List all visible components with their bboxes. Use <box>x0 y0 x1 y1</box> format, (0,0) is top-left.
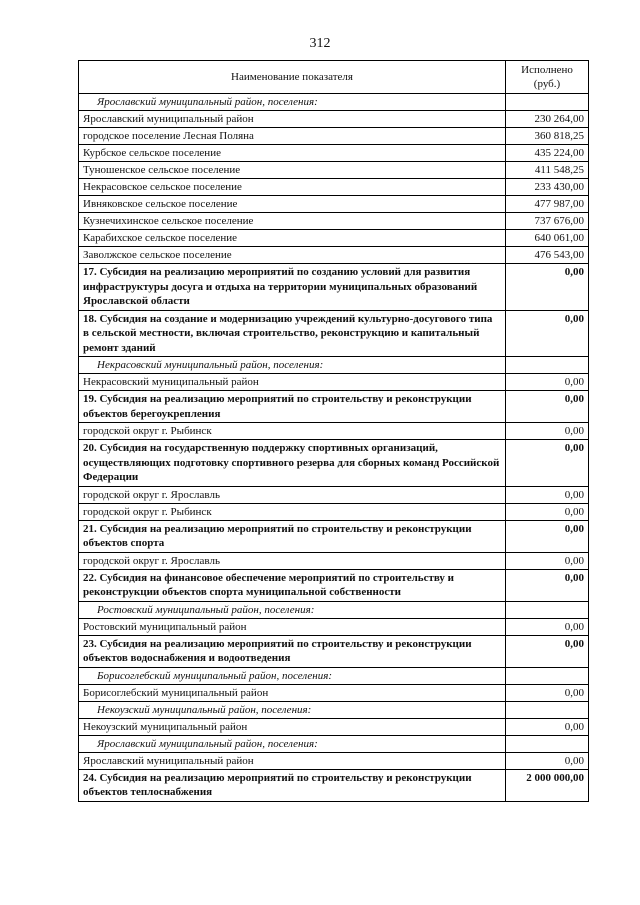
table-row <box>79 162 589 179</box>
table-row <box>79 213 589 230</box>
table-row <box>79 374 589 391</box>
row-amount <box>506 357 589 374</box>
row-amount: 0,00 <box>506 486 589 503</box>
row-amount: 0,00 <box>506 684 589 701</box>
row-amount: 233 430,00 <box>506 179 589 196</box>
table-row <box>79 179 589 196</box>
row-name: Некрасовский муниципальный район <box>79 374 506 391</box>
row-name: городской округ г. Рыбинск <box>79 423 506 440</box>
table-row <box>79 684 589 701</box>
table-row <box>79 128 589 145</box>
row-name: Заволжское сельское поселение <box>79 247 506 264</box>
row-amount: 0,00 <box>506 264 589 311</box>
table-row <box>79 618 589 635</box>
row-name: городской округ г. Ярославль <box>79 552 506 569</box>
row-name: Ярославский муниципальный район <box>79 752 506 769</box>
row-amount <box>506 701 589 718</box>
row-amount: 0,00 <box>506 569 589 601</box>
row-amount <box>506 601 589 618</box>
row-amount: 435 224,00 <box>506 145 589 162</box>
row-name: Некоузский муниципальный район <box>79 718 506 735</box>
row-name: Борисоглебский муниципальный район <box>79 684 506 701</box>
table-row <box>79 752 589 769</box>
row-amount: 0,00 <box>506 374 589 391</box>
row-amount: 0,00 <box>506 310 589 357</box>
row-name: городской округ г. Рыбинск <box>79 503 506 520</box>
row-name: Туношенское сельское поселение <box>79 162 506 179</box>
row-name: Некрасовский муниципальный район, поселения: <box>79 357 506 374</box>
row-amount: 0,00 <box>506 423 589 440</box>
header-amount: Исполнено (руб.) <box>506 61 589 94</box>
row-amount: 411 548,25 <box>506 162 589 179</box>
table-row <box>79 247 589 264</box>
header-name: Наименование показателя <box>79 61 506 94</box>
row-name: Карабихское сельское поселение <box>79 230 506 247</box>
subsidy-row <box>79 440 589 487</box>
row-amount: 737 676,00 <box>506 213 589 230</box>
row-amount: 477 987,00 <box>506 196 589 213</box>
row-name: 23. Субсидия на реализацию мероприятий по строительству и реконструкции объектов водоснабжения и водоотведения <box>79 635 506 667</box>
row-amount <box>506 94 589 111</box>
row-amount: 2 000 000,00 <box>506 769 589 801</box>
row-name: Некоузский муниципальный район, поселения: <box>79 701 506 718</box>
subsidy-row <box>79 520 589 552</box>
subsidy-row <box>79 391 589 423</box>
row-amount: 0,00 <box>506 391 589 423</box>
table-row <box>79 145 589 162</box>
table-row <box>79 503 589 520</box>
row-name: Курбское сельское поселение <box>79 145 506 162</box>
table-row <box>79 230 589 247</box>
subsidy-row <box>79 569 589 601</box>
row-name: Ярославский муниципальный район <box>79 111 506 128</box>
group-heading-row <box>79 735 589 752</box>
row-name: Борисоглебский муниципальный район, поселения: <box>79 667 506 684</box>
group-heading-row <box>79 667 589 684</box>
row-name: Некрасовское сельское поселение <box>79 179 506 196</box>
row-name: Ростовский муниципальный район, поселения: <box>79 601 506 618</box>
table-row <box>79 423 589 440</box>
row-name: 20. Субсидия на государственную поддержку спортивных организаций, осуществляющих подготовку спортивного резерва для сборных команд Российской Федерации <box>79 440 506 487</box>
row-name: Ярославский муниципальный район, поселения: <box>79 94 506 111</box>
group-heading-row <box>79 94 589 111</box>
row-amount: 0,00 <box>506 752 589 769</box>
row-amount: 0,00 <box>506 718 589 735</box>
row-amount: 0,00 <box>506 618 589 635</box>
row-name: 17. Субсидия на реализацию мероприятий по созданию условий для развития инфраструктуры досуга и отдыха на территории муниципальных образований Ярославской области <box>79 264 506 311</box>
row-amount: 230 264,00 <box>506 111 589 128</box>
subsidy-row <box>79 769 589 801</box>
row-name: городское поселение Лесная Поляна <box>79 128 506 145</box>
table-row <box>79 111 589 128</box>
row-amount <box>506 667 589 684</box>
group-heading-row <box>79 357 589 374</box>
row-amount: 360 818,25 <box>506 128 589 145</box>
row-amount: 0,00 <box>506 440 589 487</box>
table-row <box>79 196 589 213</box>
row-name: 22. Субсидия на финансовое обеспечение мероприятий по строительству и реконструкции объектов спорта муниципальной собственности <box>79 569 506 601</box>
row-name: 24. Субсидия на реализацию мероприятий по строительству и реконструкции объектов теплоснабжения <box>79 769 506 801</box>
subsidy-row <box>79 264 589 311</box>
row-name: городской округ г. Ярославль <box>79 486 506 503</box>
row-name: Ивняковское сельское поселение <box>79 196 506 213</box>
row-name: Ярославский муниципальный район, поселения: <box>79 735 506 752</box>
row-amount: 640 061,00 <box>506 230 589 247</box>
row-amount: 0,00 <box>506 635 589 667</box>
report-table <box>78 60 589 802</box>
row-name: Кузнечихинское сельское поселение <box>79 213 506 230</box>
row-amount: 0,00 <box>506 520 589 552</box>
table-row <box>79 486 589 503</box>
subsidy-row <box>79 310 589 357</box>
group-heading-row <box>79 601 589 618</box>
page-number: 312 <box>309 36 331 51</box>
row-amount: 0,00 <box>506 503 589 520</box>
group-heading-row <box>79 701 589 718</box>
row-amount: 476 543,00 <box>506 247 589 264</box>
table-row <box>79 718 589 735</box>
table-row <box>79 552 589 569</box>
table-header <box>79 61 589 94</box>
subsidy-row <box>79 635 589 667</box>
row-name: Ростовский муниципальный район <box>79 618 506 635</box>
row-amount <box>506 735 589 752</box>
row-name: 21. Субсидия на реализацию мероприятий по строительству и реконструкции объектов спорта <box>79 520 506 552</box>
row-name: 18. Субсидия на создание и модернизацию учреждений культурно-досугового типа в сельской местности, включая строительство, реконструкцию и капитальный ремонт зданий <box>79 310 506 357</box>
row-amount: 0,00 <box>506 552 589 569</box>
row-name: 19. Субсидия на реализацию мероприятий по строительству и реконструкции объектов берегоукрепления <box>79 391 506 423</box>
